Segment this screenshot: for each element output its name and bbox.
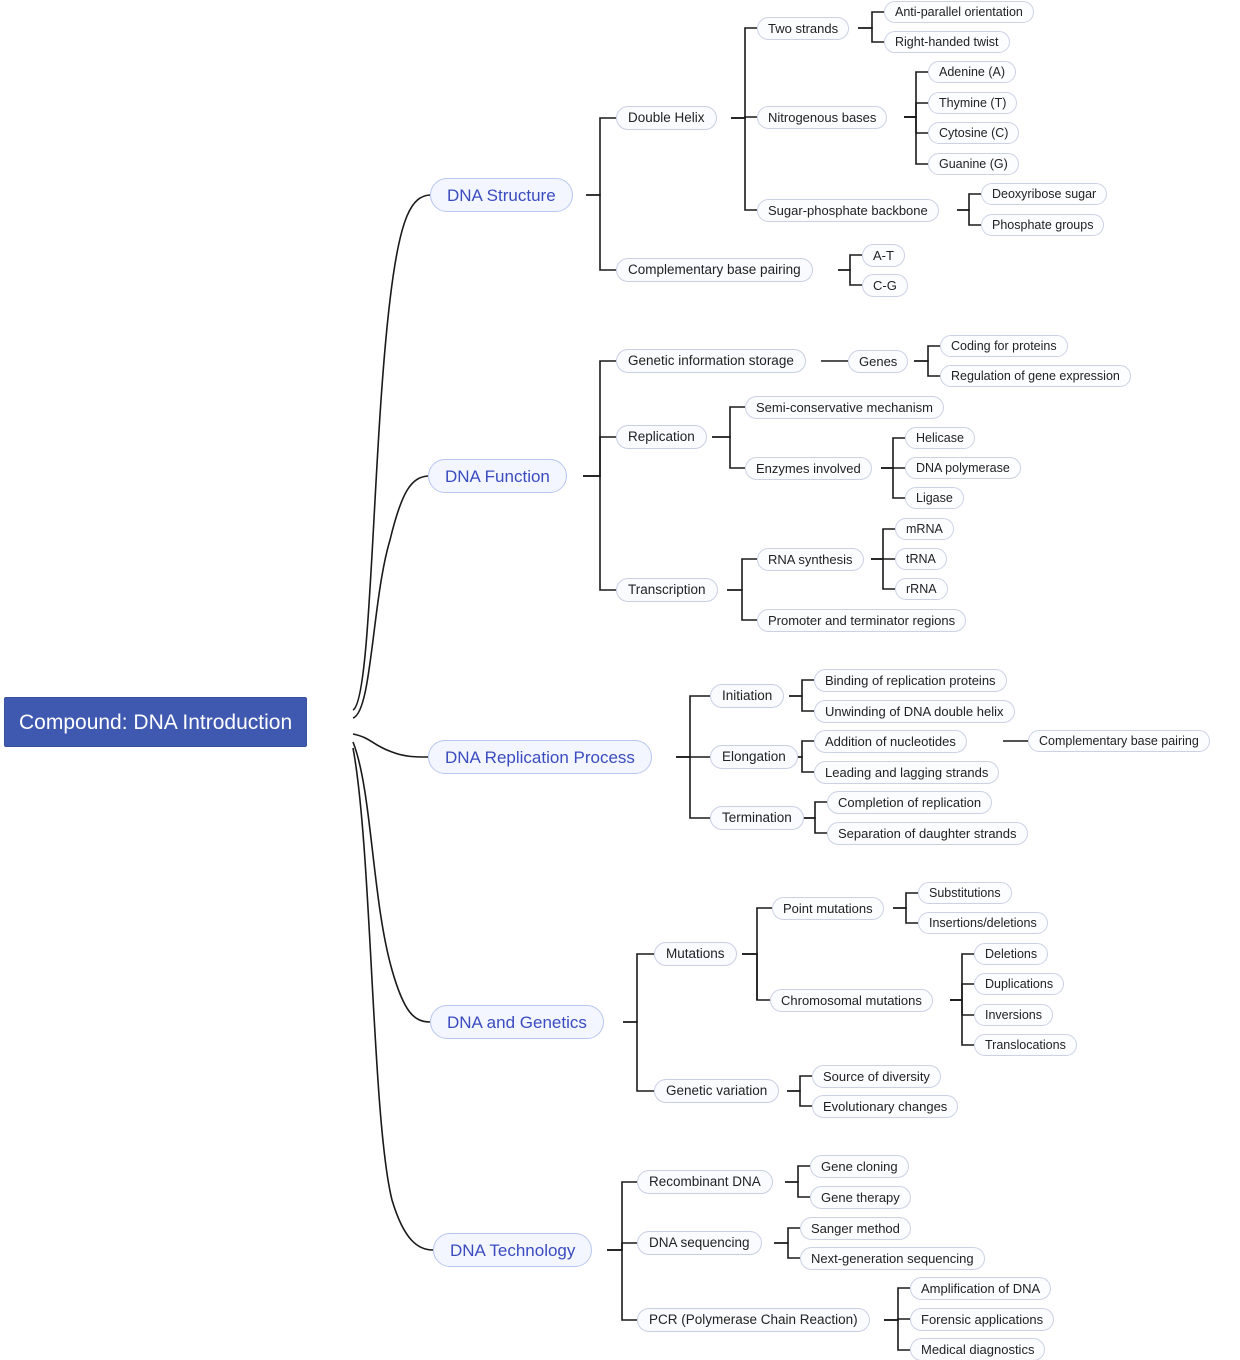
node-ligase[interactable]: Ligase (905, 487, 964, 509)
node-guanine[interactable]: Guanine (G) (928, 153, 1019, 175)
node-duplications[interactable]: Duplications (974, 973, 1064, 995)
node-helicase[interactable]: Helicase (905, 427, 975, 449)
node-cytosine[interactable]: Cytosine (C) (928, 122, 1019, 144)
branch-dna-replication-process[interactable]: DNA Replication Process (428, 740, 652, 774)
root-node[interactable]: Compound: DNA Introduction (4, 697, 307, 747)
node-deletions[interactable]: Deletions (974, 943, 1048, 965)
node-regulation-of-gene-expression[interactable]: Regulation of gene expression (940, 365, 1131, 387)
node-trna[interactable]: tRNA (895, 548, 947, 570)
branch-dna-technology[interactable]: DNA Technology (433, 1233, 592, 1267)
node-a-t[interactable]: A-T (862, 244, 905, 267)
node-complementary-base-pairing-elongation[interactable]: Complementary base pairing (1028, 730, 1210, 752)
node-double-helix[interactable]: Double Helix (616, 106, 717, 130)
node-elongation[interactable]: Elongation (710, 745, 798, 769)
node-semi-conservative-mechanism[interactable]: Semi-conservative mechanism (745, 396, 944, 419)
node-forensic-applications[interactable]: Forensic applications (910, 1308, 1054, 1331)
node-mrna[interactable]: mRNA (895, 518, 954, 540)
node-pcr[interactable]: PCR (Polymerase Chain Reaction) (637, 1308, 870, 1332)
node-two-strands[interactable]: Two strands (757, 17, 849, 40)
node-genetic-information-storage[interactable]: Genetic information storage (616, 349, 806, 373)
node-enzymes-involved[interactable]: Enzymes involved (745, 457, 872, 480)
node-medical-diagnostics[interactable]: Medical diagnostics (910, 1338, 1045, 1360)
node-sugar-phosphate-backbone[interactable]: Sugar-phosphate backbone (757, 199, 939, 222)
node-binding-of-replication-proteins[interactable]: Binding of replication proteins (814, 669, 1007, 692)
node-anti-parallel-orientation[interactable]: Anti-parallel orientation (884, 1, 1034, 23)
node-inversions[interactable]: Inversions (974, 1004, 1053, 1026)
branch-dna-and-genetics[interactable]: DNA and Genetics (430, 1005, 604, 1039)
node-coding-for-proteins[interactable]: Coding for proteins (940, 335, 1068, 357)
node-sanger-method[interactable]: Sanger method (800, 1217, 911, 1240)
branch-dna-function[interactable]: DNA Function (428, 459, 567, 493)
node-right-handed-twist[interactable]: Right-handed twist (884, 31, 1010, 53)
node-replication[interactable]: Replication (616, 425, 707, 449)
node-gene-therapy[interactable]: Gene therapy (810, 1186, 911, 1209)
node-translocations[interactable]: Translocations (974, 1034, 1077, 1056)
node-addition-of-nucleotides[interactable]: Addition of nucleotides (814, 730, 967, 753)
node-substitutions[interactable]: Substitutions (918, 882, 1012, 904)
node-evolutionary-changes[interactable]: Evolutionary changes (812, 1095, 958, 1118)
node-separation-of-daughter-strands[interactable]: Separation of daughter strands (827, 822, 1028, 845)
node-next-generation-sequencing[interactable]: Next-generation sequencing (800, 1247, 985, 1270)
node-rna-synthesis[interactable]: RNA synthesis (757, 548, 864, 571)
node-source-of-diversity[interactable]: Source of diversity (812, 1065, 941, 1088)
node-mutations[interactable]: Mutations (654, 942, 737, 966)
node-recombinant-dna[interactable]: Recombinant DNA (637, 1170, 773, 1194)
node-thymine[interactable]: Thymine (T) (928, 92, 1017, 114)
node-termination[interactable]: Termination (710, 806, 804, 830)
node-transcription[interactable]: Transcription (616, 578, 718, 602)
node-amplification-of-dna[interactable]: Amplification of DNA (910, 1277, 1051, 1300)
node-genetic-variation[interactable]: Genetic variation (654, 1079, 779, 1103)
node-genes[interactable]: Genes (848, 350, 908, 373)
node-promoter-and-terminator-regions[interactable]: Promoter and terminator regions (757, 609, 966, 632)
node-gene-cloning[interactable]: Gene cloning (810, 1155, 909, 1178)
node-dna-polymerase[interactable]: DNA polymerase (905, 457, 1021, 479)
node-chromosomal-mutations[interactable]: Chromosomal mutations (770, 989, 933, 1012)
node-leading-and-lagging-strands[interactable]: Leading and lagging strands (814, 761, 999, 784)
node-insertions-deletions[interactable]: Insertions/deletions (918, 912, 1048, 934)
node-adenine[interactable]: Adenine (A) (928, 61, 1016, 83)
node-point-mutations[interactable]: Point mutations (772, 897, 884, 920)
branch-dna-structure[interactable]: DNA Structure (430, 178, 573, 212)
node-rrna[interactable]: rRNA (895, 578, 948, 600)
node-dna-sequencing[interactable]: DNA sequencing (637, 1231, 762, 1255)
node-unwinding-of-dna-double-helix[interactable]: Unwinding of DNA double helix (814, 700, 1015, 723)
node-phosphate-groups[interactable]: Phosphate groups (981, 214, 1104, 236)
node-initiation[interactable]: Initiation (710, 684, 784, 708)
node-c-g[interactable]: C-G (862, 274, 908, 297)
node-nitrogenous-bases[interactable]: Nitrogenous bases (757, 106, 887, 129)
node-complementary-base-pairing[interactable]: Complementary base pairing (616, 258, 813, 282)
node-deoxyribose-sugar[interactable]: Deoxyribose sugar (981, 183, 1107, 205)
node-completion-of-replication[interactable]: Completion of replication (827, 791, 992, 814)
